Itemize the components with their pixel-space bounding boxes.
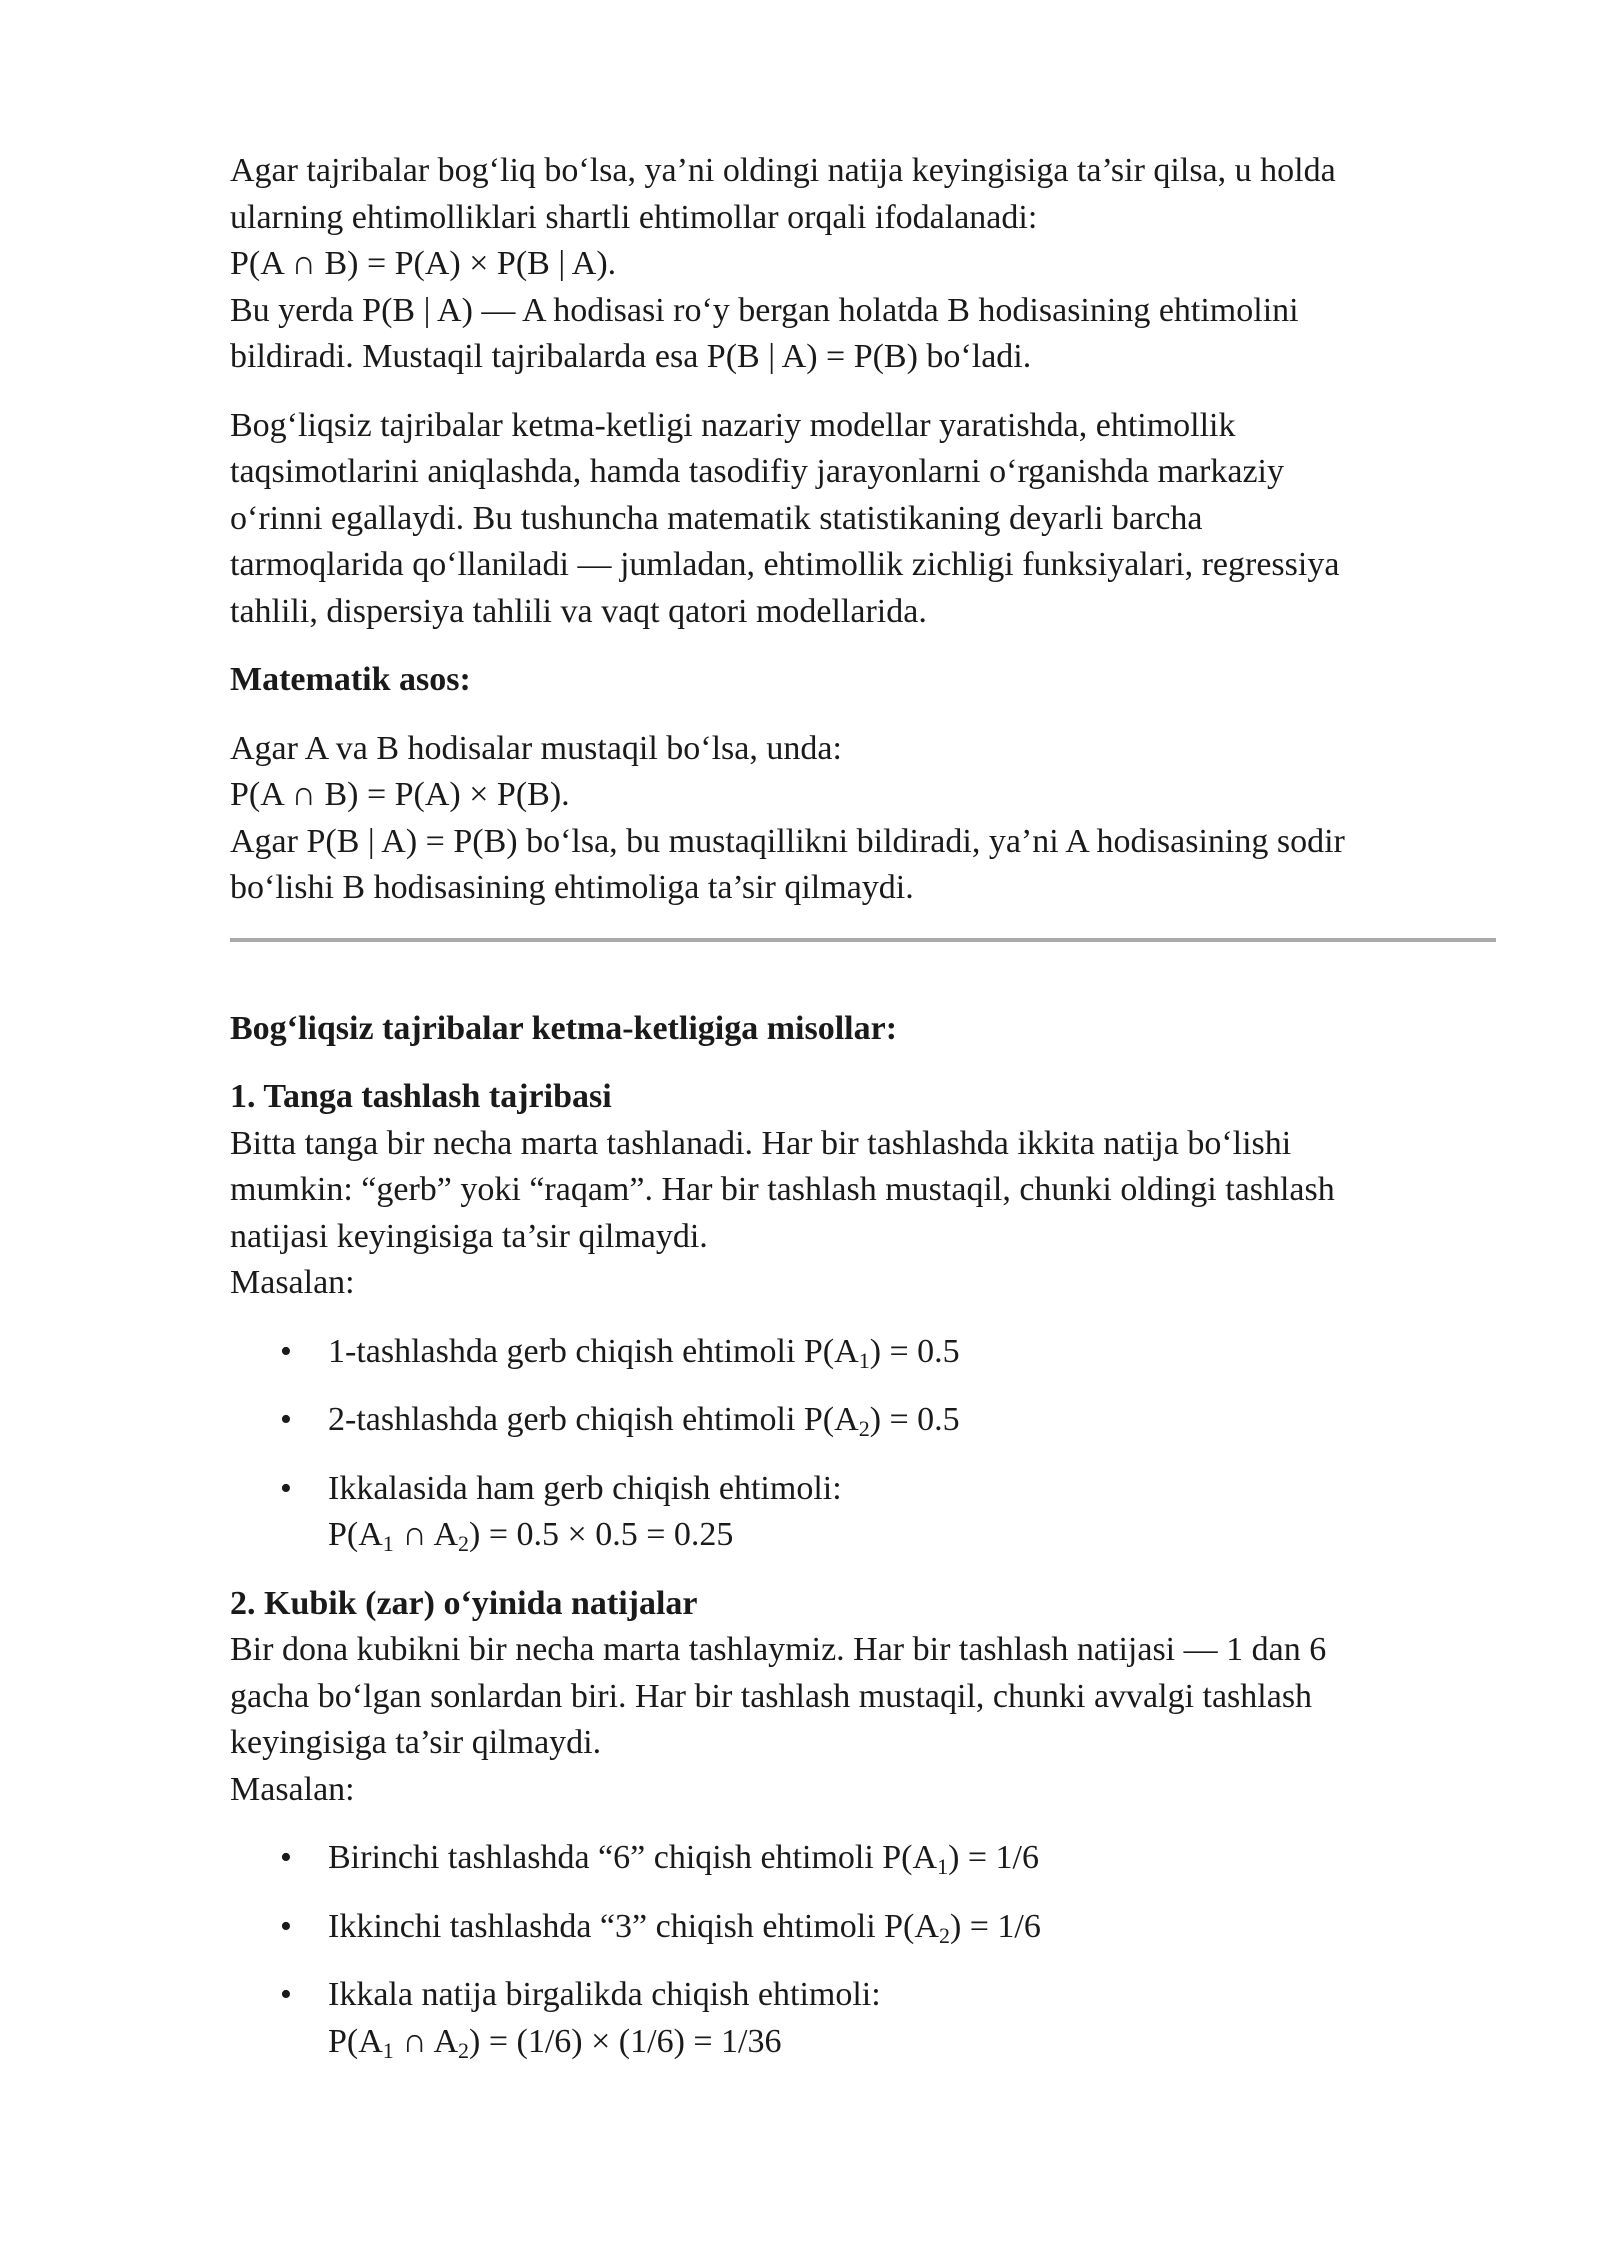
bullet-text: Ikkalasida ham gerb chiqish ehtimoli: (328, 1469, 842, 1507)
formula-line (328, 1512, 1498, 1559)
text-line: gacha bo‘lgan sonlardan biri. Har bir tashlash mustaqil, chunki avvalgi tashlash (230, 1677, 1313, 1715)
text-line: Agar P(B | A) = P(B) bo‘lsa, bu mustaqillikni bildiradi, ya’ni A hodisasining sodir (230, 822, 1345, 860)
formula-part: ) = (1/6) × (1/6) = 1/36 (469, 2022, 782, 2060)
text-line: Bog‘liqsiz tajribalar ketma-ketligi nazariy modellar yaratishda, ehtimollik (230, 406, 1236, 444)
bullet-text: 2-tashlashda gerb chiqish ehtimoli P(A (328, 1401, 859, 1438)
list-item (230, 1972, 1498, 2065)
text-line: mumkin: “gerb” yoki “raqam”. Har bir tashlash mustaqil, chunki oldingi tashlash (230, 1171, 1335, 1208)
bullet-text-tail: ) = 1/6 (949, 1907, 1041, 1945)
formula-part: P(A (328, 2022, 383, 2060)
formula-part: ) = 0.5 × 0.5 = 0.25 (469, 1516, 734, 1553)
bullet-icon: • (280, 1839, 292, 1876)
math-basis-heading: Matematik asos: (230, 661, 471, 698)
example1-title: 1. Tanga tashlash tajribasi (230, 1078, 612, 1115)
subscript: 2 (858, 1416, 870, 1441)
text-line: taqsimotlarini aniqlashda, hamda tasodifiy jarayonlarni o‘rganishda markaziy (230, 453, 1284, 490)
math-basis-paragraph (230, 726, 1498, 912)
text-line: Bir dona kubikni bir necha marta tashlaymiz. Har bir tashlash natijasi — 1 dan 6 (230, 1631, 1327, 1668)
bullet-icon: • (280, 1469, 292, 1507)
text-line: Masalan: (230, 1264, 355, 1301)
example2-bullet-list (230, 1835, 1498, 2065)
list-item (230, 1466, 1498, 1559)
subscript: 1 (382, 1531, 394, 1556)
text-line: Agar A va B hodisalar mustaqil bo‘lsa, unda: (230, 729, 842, 767)
text-line: natijasi keyingisiga ta’sir qilmaydi. (230, 1217, 708, 1255)
formula-line (328, 2019, 1498, 2066)
list-item (230, 1397, 1498, 1444)
subscript: 1 (937, 1854, 949, 1879)
formula-part: ∩ A (393, 1516, 459, 1553)
subscript: 2 (458, 2037, 470, 2063)
text-line: Agar tajribalar bog‘liq bo‘lsa, ya’ni oldingi natija keyingisiga ta’sir qilsa, u holda (230, 152, 1336, 189)
list-item (230, 1835, 1498, 1882)
text-line: tarmoqlarida qo‘llaniladi — jumladan, ehtimollik zichligi funksiyalari, regressiya (230, 546, 1340, 583)
example1-bullet-list (230, 1329, 1498, 1559)
formula-line: P(A ∩ B) = P(A) × P(B | A). (230, 245, 617, 282)
bullet-text-tail: ) = 0.5 (869, 1332, 960, 1370)
text-line: keyingisiga ta’sir qilmaydi. (230, 1724, 602, 1761)
text-line: ularning ehtimolliklari shartli ehtimollar orqali ifodalanadi: (230, 198, 1038, 236)
list-item (230, 1329, 1498, 1376)
text-line: Bu yerda P(B | A) — A hodisasi ro‘y bergan holatda B hodisasining ehtimolini (230, 291, 1299, 329)
intro-paragraph (230, 148, 1498, 381)
theory-paragraph (230, 403, 1498, 636)
bullet-text-tail: ) = 0.5 (869, 1401, 960, 1438)
bullet-text: 1-tashlashda gerb chiqish ehtimoli P(A (328, 1332, 859, 1370)
subscript: 2 (938, 1922, 950, 1948)
formula-part: P(A (328, 1516, 383, 1553)
example1-description (230, 1121, 1498, 1307)
subscript: 2 (458, 1531, 470, 1556)
text-line: o‘rinni egallaydi. Bu tushuncha matematik statistikaning deyarli barcha (230, 499, 1203, 537)
text-line: Masalan: (230, 1770, 355, 1808)
text-line: Bitta tanga bir necha marta tashlanadi. Har bir tashlashda ikkita natija bo‘lishi (230, 1124, 1292, 1162)
bullet-icon: • (280, 1976, 292, 2013)
bullet-icon: • (280, 1401, 292, 1438)
bullet-text: Ikkinchi tashlashda “3” chiqish ehtimoli P(A (328, 1907, 939, 1945)
text-line: tahlili, dispersiya tahlili va vaqt qatori modellarida. (230, 592, 927, 630)
example2-description (230, 1627, 1498, 1813)
list-item (230, 1904, 1498, 1951)
bullet-text: Birinchi tashlashda “6” chiqish ehtimoli P(A (328, 1839, 938, 1876)
subscript: 1 (382, 2037, 394, 2063)
document-page (230, 148, 1498, 2087)
section-divider (230, 938, 1496, 942)
text-line: bo‘lishi B hodisasining ehtimoliga ta’sir qilmaydi. (230, 869, 914, 906)
examples-heading: Bog‘liqsiz tajribalar ketma-ketligiga misollar: (230, 1009, 898, 1047)
formula-part: ∩ A (393, 2022, 459, 2060)
bullet-text-tail: ) = 1/6 (948, 1839, 1040, 1876)
bullet-icon: • (280, 1332, 292, 1370)
example2-title: 2. Kubik (zar) o‘yinida natijalar (230, 1584, 698, 1622)
bullet-icon: • (280, 1907, 292, 1945)
text-line: bildiradi. Mustaqil tajribalarda esa P(B | A) = P(B) bo‘ladi. (230, 338, 1032, 375)
formula-line: P(A ∩ B) = P(A) × P(B). (230, 776, 570, 813)
subscript: 1 (858, 1347, 870, 1373)
bullet-text: Ikkala natija birgalikda chiqish ehtimoli: (328, 1976, 881, 2013)
